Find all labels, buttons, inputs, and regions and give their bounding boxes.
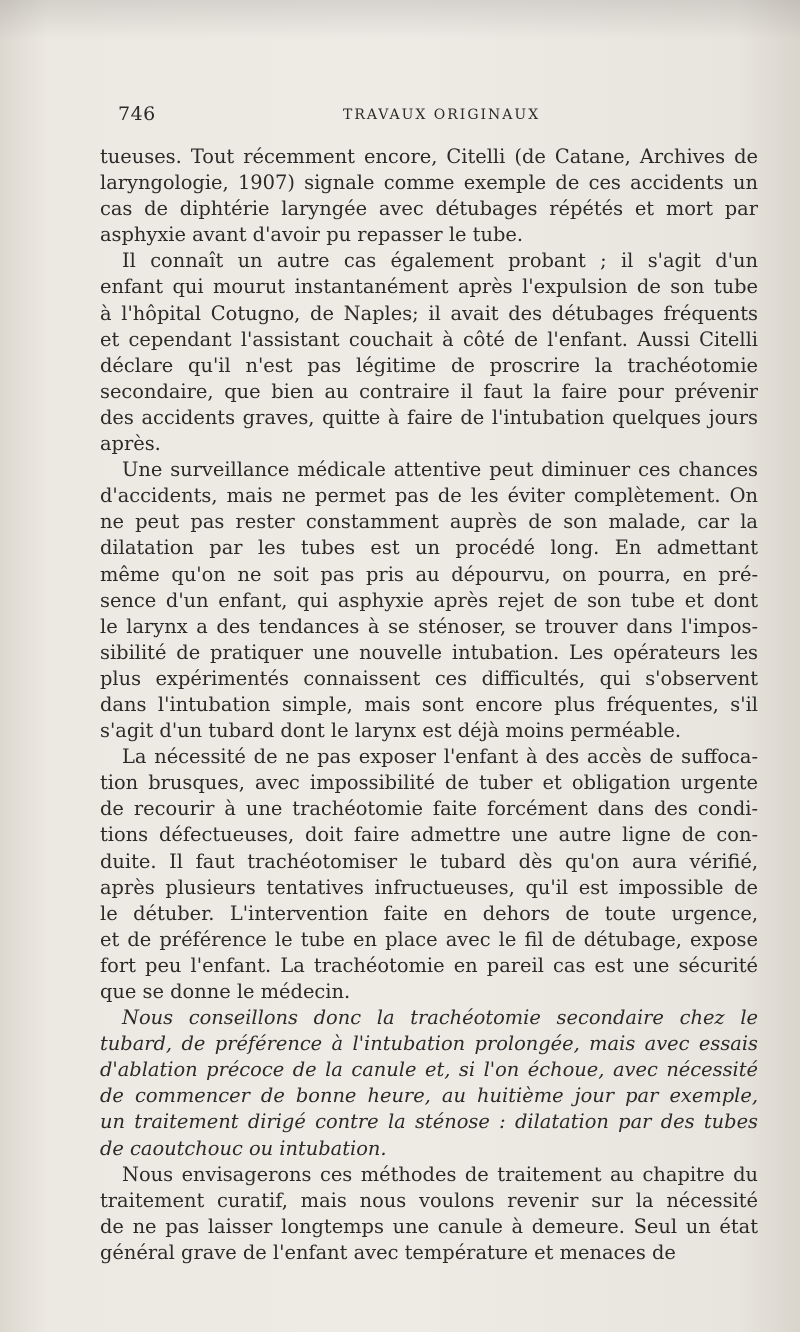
text-line: sence d'un enfant, qui asphyxie après rejet de son tube et dont (100, 588, 758, 612)
text-line: le détuber. L'intervention faite en dehors de toute urgence, (100, 901, 758, 925)
paragraph (100, 248, 758, 457)
text-line: que se donne le médecin. (100, 980, 351, 1003)
text-line: asphyxie avant d'avoir pu repasser le tube. (100, 223, 523, 247)
text-line: traitement curatif, mais nous voulons revenir sur la nécessité (100, 1188, 758, 1212)
text-line: Nous conseillons donc la trachéotomie secondaire chez le (122, 1006, 758, 1030)
paragraph (100, 457, 758, 744)
text-line: et de préférence le tube en place avec le fil de détubage, expose (100, 927, 758, 951)
text-line: tueuses. Tout récemment encore, Citelli (de Catane, Archives de (100, 145, 758, 168)
text-line: général grave de l'enfant avec température et menaces de (100, 1240, 676, 1264)
text-line: dilatation par les tubes est un procédé long. En admettant (100, 536, 758, 560)
text-line: des accidents graves, quitte à faire de l'intubation quelques jours (100, 405, 758, 429)
text-line: déclare qu'il n'est pas légitime de proscrire la trachéotomie (100, 353, 758, 377)
text-line: Nous envisagerons ces méthodes de traitement au chapitre du (122, 1162, 758, 1186)
text-line: après. (100, 432, 161, 456)
text-line: cas de diphtérie laryngée avec détubages répétés et mort par (100, 197, 758, 221)
text-line: de caoutchouc ou intubation. (100, 1136, 387, 1160)
text-line: La nécessité de ne pas exposer l'enfant à des accès de suffoca- (122, 745, 758, 769)
text-line: d'accidents, mais ne permet pas de les éviter complètement. On (100, 484, 758, 508)
text-line: de ne pas laisser longtemps une canule à demeure. Seul un état (100, 1214, 758, 1238)
page-shadow (0, 0, 800, 40)
text-line: tubard, de préférence à l'intubation prolongée, mais avec essais (100, 1032, 758, 1056)
text-line: le larynx a des tendances à se sténoser, se trouver dans l'impos- (100, 614, 758, 638)
text-line: de recourir à une trachéotomie faite forcément dans des condi- (100, 797, 758, 821)
text-line: dans l'intubation simple, mais sont encore plus fréquentes, s'il (100, 692, 758, 716)
text-line: et cependant l'assistant couchait à côté de l'enfant. Aussi Citelli (100, 327, 758, 351)
text-line: tion brusques, avec impossibilité de tuber et obligation urgente (100, 771, 758, 795)
text-line: secondaire, que bien au contraire il faut la faire pour prévenir (100, 379, 758, 403)
text-line: Une surveillance médicale attentive peut diminuer ces chances (122, 458, 758, 482)
text-line: à l'hôpital Cotugno, de Naples; il avait des détubages fréquents (100, 301, 758, 325)
text-line: un traitement dirigé contre la sténose : dilatation par des tubes (100, 1110, 758, 1134)
text-line: tions défectueuses, doit faire admettre une autre ligne de con- (100, 823, 758, 847)
text-line: même qu'on ne soit pas pris au dépourvu, on pourra, en pré- (100, 562, 758, 586)
text-line: fort peu l'enfant. La trachéotomie en pareil cas est une sécurité (100, 953, 758, 977)
text-line: de commencer de bonne heure, au huitième jour par exemple, (100, 1084, 758, 1108)
text-line: après plusieurs tentatives infructueuses, qu'il est impossible de (100, 875, 758, 899)
running-title: TRAVAUX ORIGINAUX (343, 107, 541, 123)
text-line: duite. Il faut trachéotomiser le tubard dès qu'on aura vérifié, (100, 849, 758, 873)
page-number: 746 (118, 103, 156, 125)
paragraph (100, 1005, 758, 1162)
text-line: ne peut pas rester constamment auprès de son malade, car la (100, 510, 758, 534)
body-text (100, 144, 758, 1266)
text-line: plus expérimentés connaissent ces difficultés, qui s'observent (100, 666, 758, 690)
text-line: d'ablation précoce de la canule et, si l'on échoue, avec nécessité (100, 1058, 758, 1082)
page-header (118, 103, 758, 129)
text-line: s'agit d'un tubard dont le larynx est déjà moins perméable. (100, 719, 682, 743)
text-line: Il connaît un autre cas également probant ; il s'agit d'un (122, 249, 758, 273)
paragraph (100, 1162, 758, 1266)
text-line: enfant qui mourut instantanément après l'expulsion de son tube (100, 275, 758, 299)
text-line: laryngologie, 1907) signale comme exemple de ces accidents un (100, 171, 758, 195)
paragraph (100, 744, 758, 1005)
paragraph (100, 144, 758, 248)
text-line: sibilité de pratiquer une nouvelle intubation. Les opérateurs les (100, 640, 758, 664)
